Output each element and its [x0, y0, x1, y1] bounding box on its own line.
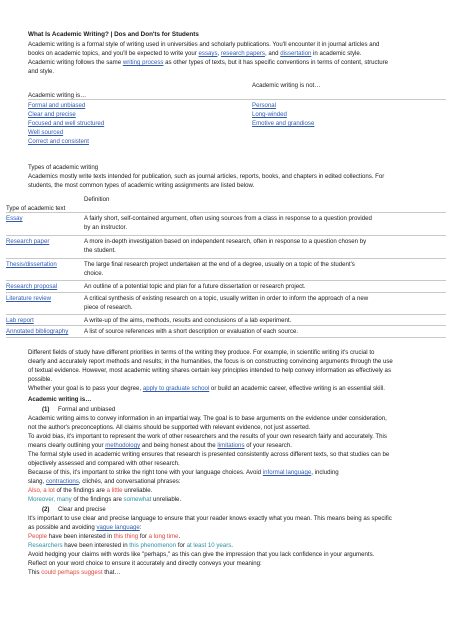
example-text: .	[178, 533, 181, 540]
intro-text: Academic writing follows the same	[28, 59, 123, 66]
strong-word: Researchers	[28, 542, 63, 549]
is-item-correct[interactable]: Correct and consistent	[28, 138, 89, 145]
s1-line-3: To avoid bias, it's important to represent the work of other researchers and the results of your own research fairly and accurately. This	[28, 433, 387, 440]
fields-line-5	[28, 384, 385, 393]
example-text: This	[28, 569, 42, 576]
s2-line-2	[28, 523, 142, 532]
intro-line-2	[28, 49, 361, 58]
is-not-item-personal[interactable]: Personal	[252, 102, 277, 109]
s1-line-1: Academic writing aims to convey information in an impartial way. The goal is to base arguments on the evidence under consideration,	[28, 415, 387, 422]
strong-word: Moreover,	[28, 496, 57, 503]
table-row-definition: piece of research.	[84, 304, 133, 311]
example-text: that…	[102, 569, 121, 576]
table-row-definition: choice.	[84, 270, 104, 277]
s1-text: and being honest about the	[140, 442, 218, 449]
section-number: (1)	[42, 406, 50, 413]
is-not-item-emotive[interactable]: Emotive and grandiose	[252, 120, 315, 127]
table-row-type[interactable]: Thesis/dissertation	[6, 261, 57, 268]
table-row-type[interactable]: Literature review	[6, 295, 52, 302]
s1-line-2: not the author's preconceptions. All claims should be supported with relevant evidence, not just asserted.	[28, 424, 311, 431]
fields-text: or build an academic career, effective writing is an essential skill.	[209, 385, 385, 392]
is-item-sourced[interactable]: Well sourced	[28, 129, 64, 136]
example-text: for	[176, 542, 187, 549]
weak-word: a long time	[148, 533, 179, 540]
table-row-definition: by an instructor.	[84, 224, 128, 231]
example-text: .	[231, 542, 233, 549]
table-row-type[interactable]: Annotated bibliography	[6, 328, 69, 335]
s1-text: , including	[311, 469, 339, 476]
page-title: What Is Academic Writing? | Dos and Don'ts for Students	[28, 31, 199, 38]
example-text: of the findings are	[54, 487, 107, 494]
example-text: have been interested in	[46, 533, 114, 540]
is-not-item-long-winded[interactable]: Long-winded	[252, 111, 287, 118]
is-not-heading: Academic writing is not…	[252, 82, 321, 89]
strong-word: this phenomenon	[129, 542, 177, 549]
fields-line-2: clearly and accurately report methods and results; in the humanities, the focus is on constructing convincing arguments through the use	[28, 358, 393, 365]
table-divider	[6, 325, 446, 326]
table-row-definition: A list of source references with a short description or evaluation of each source.	[84, 328, 299, 335]
table-row-definition: The large final research project undertaken at the end of a degree, usually on a topic of the student's	[84, 261, 355, 268]
table-divider	[6, 235, 446, 236]
example-text: of the findings are	[71, 496, 124, 503]
example-text: have been interested in	[62, 542, 130, 549]
s1-text: , clichés, and conversational phrases:	[78, 478, 181, 485]
table-row-definition: A write-up of the aims, methods, results and conclusions of a lab experiment.	[84, 317, 292, 324]
writing-process-link[interactable]: writing process	[122, 59, 164, 66]
table-divider	[6, 280, 446, 281]
is-item-formal[interactable]: Formal and unbiased	[28, 102, 86, 109]
section-2-heading: Clear and precise	[58, 506, 106, 513]
table-divider	[6, 292, 446, 293]
graduate-school-link[interactable]: apply to graduate school	[142, 385, 210, 392]
intro-text: books on academic topics, and you'll be expected to write your	[28, 50, 199, 57]
limitations-link[interactable]: limitations	[217, 442, 245, 449]
is-item-clear[interactable]: Clear and precise	[28, 111, 76, 118]
research-papers-link[interactable]: research papers	[220, 50, 265, 57]
intro-text: ,	[217, 50, 221, 57]
s1-text: Because of this, it's important to strike the right tone with your language choices. Avoid	[28, 469, 263, 476]
table-row-definition: the student.	[84, 247, 116, 254]
s1-line-6: objectively assessed and compared with other research.	[28, 460, 180, 467]
s2-text: as possible and avoiding	[28, 524, 97, 531]
s2-line-4: Reflect on your word choice to ensure it accurately and directly conveys your meaning:	[28, 560, 262, 567]
table-divider	[6, 314, 446, 315]
vague-language-link[interactable]: vague language	[96, 524, 140, 531]
table-row-type[interactable]: Essay	[6, 215, 23, 222]
types-heading: Types of academic writing	[28, 164, 99, 171]
table-divider	[6, 337, 446, 338]
s2-line-1: It's important to use clear and precise language to ensure that your reader knows exactly what you mean. This means being as specific	[28, 515, 392, 522]
weak-word: People	[28, 533, 47, 540]
table-header-type: Type of academic text	[6, 205, 66, 212]
s1-example-weak	[28, 486, 152, 495]
weak-word: this thing	[113, 533, 139, 540]
divider	[28, 99, 446, 100]
table-divider	[6, 258, 446, 259]
intro-text: as other types of texts, but it has specific conventions in terms of content, structure	[163, 59, 389, 66]
s2-text: :	[139, 524, 142, 531]
table-row-definition: A more in-depth investigation based on independent research, often in response to a question chosen by	[84, 238, 367, 245]
s1-example-strong	[28, 495, 181, 504]
s1-line-5: The formal style used in academic writing ensures that research is presented consistently across different texts, so that studies can be	[28, 451, 390, 458]
strong-word: at least 10 years	[186, 542, 232, 549]
methodology-link[interactable]: methodology	[105, 442, 141, 449]
intro-line-4: and style.	[28, 68, 55, 75]
fields-line-1: Different fields of study have different priorities in terms of the writing they produce. For example, in scientific writing it's crucial to	[28, 349, 375, 356]
s2-example-strong	[28, 541, 233, 550]
is-item-focused[interactable]: Focused and well structured	[28, 120, 105, 127]
s1-line-4	[28, 441, 292, 450]
contractions-link[interactable]: contractions	[45, 478, 79, 485]
dissertation-link[interactable]: dissertation	[280, 50, 312, 57]
s2-example-weak	[28, 532, 180, 541]
s1-text: means clearly outlining your	[28, 442, 106, 449]
s1-text: of your research.	[244, 442, 292, 449]
s2-example-hedge	[28, 568, 121, 577]
types-line-1: Academics mostly write texts intended for publication, such as journal articles, reports, books, and chapters in edited collections. For	[28, 173, 385, 180]
s1-text: slang,	[28, 478, 46, 485]
intro-text: , and	[264, 50, 281, 57]
example-text: unreliable.	[151, 496, 182, 503]
strong-word: somewhat	[123, 496, 152, 503]
weak-word: a lot	[43, 487, 55, 494]
essays-link[interactable]: essays	[198, 50, 218, 57]
weak-word: a little	[106, 487, 123, 494]
table-row-type[interactable]: Research paper	[6, 238, 50, 245]
s2-line-3: Avoid hedging your claims with words like "perhaps," as this can give the impression that you lack confidence in your arguments.	[28, 551, 375, 558]
s1-line-8	[28, 477, 180, 486]
example-text: unreliable.	[122, 487, 153, 494]
strong-word: many	[56, 496, 72, 503]
section-heading: Academic writing is…	[28, 396, 92, 403]
section-1-heading: Formal and unbiased	[58, 406, 116, 413]
intro-line-1: Academic writing is a formal style of writing used in universities and scholarly publications. You'll encounter it in journal articles and	[28, 41, 380, 48]
fields-line-3: of textual evidence. However, most academic writing shares certain key principles intended to help convey information as effectively as	[28, 367, 391, 374]
table-divider	[6, 212, 446, 213]
table-row-definition: A critical synthesis of existing research on a topic, usually written in order to inform the approach of a new	[84, 295, 369, 302]
informal-language-link[interactable]: informal language	[262, 469, 312, 476]
table-row-type[interactable]: Lab report	[6, 317, 34, 324]
fields-line-4: possible.	[28, 376, 53, 383]
weak-word: could perhaps suggest	[41, 569, 103, 576]
intro-text: in academic style.	[311, 50, 362, 57]
types-line-2: students, the most common types of academic writing assignments are listed below.	[28, 182, 255, 189]
table-row-definition: An outline of a potential topic and plan for a future dissertation or research project.	[84, 283, 306, 290]
is-heading: Academic writing is…	[28, 92, 87, 99]
table-row-type[interactable]: Research proposal	[6, 283, 58, 290]
weak-word: Also,	[28, 487, 44, 494]
table-header-definition: Definition	[84, 196, 110, 203]
s1-line-7	[28, 468, 339, 477]
example-text: for	[138, 533, 149, 540]
section-number: (2)	[42, 506, 50, 513]
table-row-definition: A fairly short, self-contained argument, often using sources from a class in response to a question provided	[84, 215, 372, 222]
intro-line-3	[28, 58, 388, 67]
fields-text: Whether your goal is to pass your degree,	[28, 385, 143, 392]
